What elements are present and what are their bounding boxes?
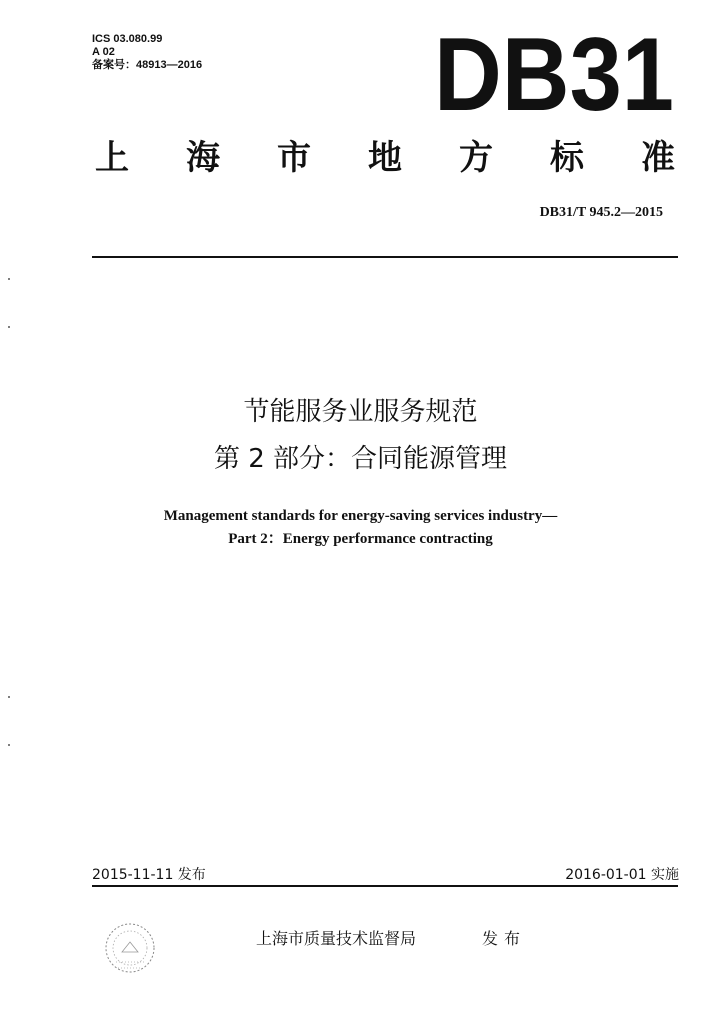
authority-char: 地 [368, 138, 402, 178]
scan-speck [8, 696, 10, 698]
bottom-divider [92, 885, 678, 887]
authority-char: 海 [186, 138, 220, 178]
standard-code: DB31/T 945.2—2015 [539, 205, 663, 220]
authority-char: 标 [550, 138, 584, 178]
db31-logo [430, 30, 678, 120]
top-divider [92, 256, 678, 258]
chinese-title-line-1: 节能服务业服务规范 [243, 397, 478, 427]
scan-speck [8, 326, 10, 328]
authority-char: 方 [459, 138, 493, 178]
ccs-code: A 02 [92, 46, 115, 58]
chinese-title-line-2: 第 2 部分：合同能源管理 [213, 444, 508, 474]
issue-date: 2015-11-11 发布 [92, 867, 206, 883]
stamp-icon [100, 918, 160, 978]
english-title-line-1: Management standards for energy-saving services industry— [163, 508, 558, 524]
scan-speck [8, 278, 10, 280]
publish-label: 发布 [482, 929, 527, 948]
scan-speck [8, 744, 10, 746]
english-title-line-2: Part 2：Energy performance contracting [228, 531, 493, 547]
db31-logo-text: DB31 [434, 30, 674, 120]
ics-code: ICS 03.080.99 [92, 33, 163, 45]
publisher-name: 上海市质量技术监督局 [256, 929, 417, 948]
implementation-date: 2016-01-01 实施 [565, 867, 679, 883]
authority-title [95, 136, 675, 180]
record-number: 备案号：48913—2016 [92, 59, 203, 71]
authority-char: 上 [95, 138, 129, 178]
authority-char: 准 [641, 138, 675, 178]
authority-char: 市 [277, 138, 311, 178]
classification-block [92, 33, 202, 72]
